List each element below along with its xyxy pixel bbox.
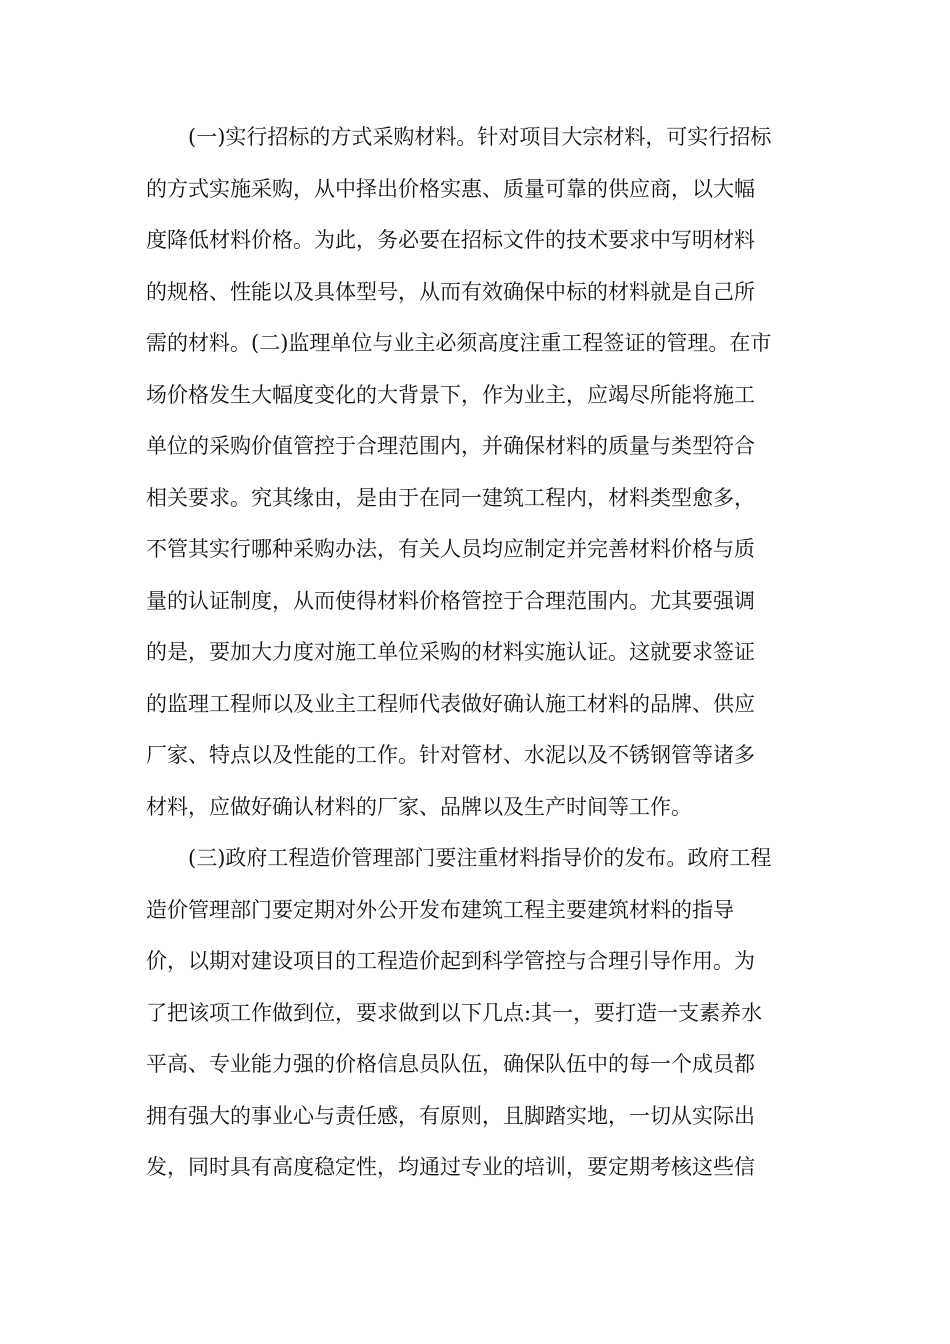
- text-line: 需的材料。(二)监理单位与业主必须高度注重工程签证的管理。在市: [146, 331, 772, 355]
- text-line: 的是，要加大力度对施工单位采购的材料实施认证。这就要求签证: [146, 640, 755, 664]
- text-line: 价，以期对建设项目的工程造价起到科学管控与合理引导作用。为: [146, 949, 755, 973]
- text-line: 的监理工程师以及业主工程师代表做好确认施工材料的品牌、供应: [146, 691, 755, 716]
- text-line: (一)实行招标的方式采购材料。针对项目大宗材料，可实行招标: [188, 125, 772, 149]
- text-line: 的规格、性能以及具体型号，从而有效确保中标的材料就是自己所: [146, 279, 755, 304]
- text-line: 相关要求。究其缘由，是由于在同一建筑工程内，材料类型愈多，: [146, 485, 755, 510]
- text-line: 场价格发生大幅度变化的大背景下，作为业主，应竭尽所能将施工: [146, 382, 755, 407]
- text-line: 厂家、特点以及性能的工作。针对管材、水泥以及不锈钢管等诸多: [146, 743, 755, 767]
- text-line: 拥有强大的事业心与责任感，有原则，且脚踏实地，一切从实际出: [146, 1103, 755, 1128]
- text-line: 量的认证制度，从而使得材料价格管控于合理范围内。尤其要强调: [146, 588, 755, 613]
- text-line: (三)政府工程造价管理部门要注重材料指导价的发布。政府工程: [188, 846, 772, 870]
- text-line: 了把该项工作做到位，要求做到以下几点:其一，要打造一支素养水: [146, 1000, 763, 1025]
- text-line: 造价管理部门要定期对外公开发布建筑工程主要建筑材料的指导: [146, 897, 734, 922]
- text-line: 不管其实行哪种采购办法，有关人员均应制定并完善材料价格与质: [146, 537, 755, 561]
- text-line: 单位的采购价值管控于合理范围内，并确保材料的质量与类型符合: [146, 434, 755, 458]
- text-line: 度降低材料价格。为此，务必要在招标文件的技术要求中写明材料: [146, 228, 755, 252]
- text-line: 平高、专业能力强的价格信息员队伍，确保队伍中的每一个成员都: [146, 1052, 755, 1076]
- text-line: 材料，应做好确认材料的厂家、品牌以及生产时间等工作。: [146, 794, 692, 819]
- text-line: 的方式实施采购，从中择出价格实惠、质量可靠的供应商，以大幅: [146, 176, 755, 201]
- body-text: [146, 112, 816, 1194]
- text-line: 发，同时具有高度稳定性，均通过专业的培训，要定期考核这些信: [146, 1155, 755, 1179]
